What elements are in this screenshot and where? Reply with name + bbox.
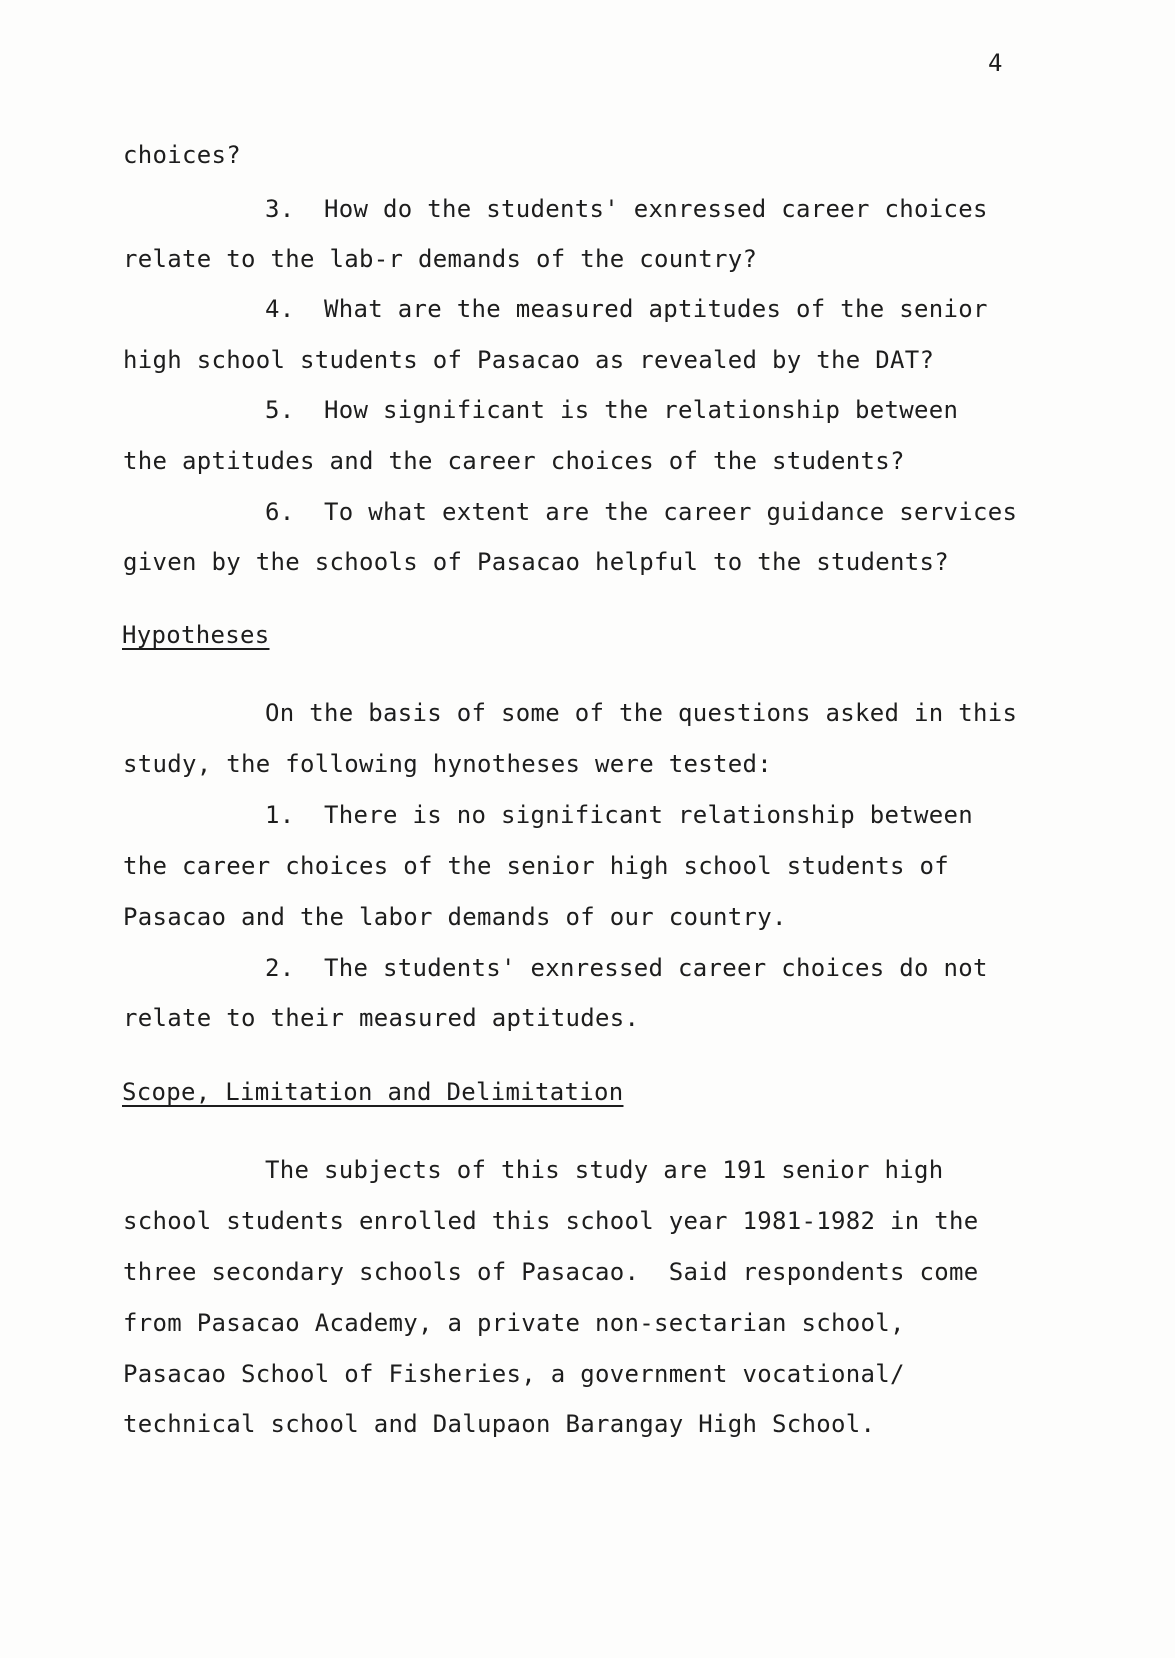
- question-4-line: 4. What are the measured aptitudes of the senior: [265, 295, 988, 323]
- body-line: the career choices of the senior high school students of: [123, 852, 949, 880]
- hypotheses-heading: Hypotheses: [122, 621, 270, 649]
- body-line: Pasacao and the labor demands of our country.: [123, 903, 787, 931]
- body-line: from Pasacao Academy, a private non-sectarian school,: [123, 1309, 905, 1337]
- body-line: Pasacao School of Fisheries, a government vocational/: [123, 1360, 905, 1388]
- body-line: the aptitudes and the career choices of the students?: [123, 447, 905, 475]
- body-line: technical school and Dalupaon Barangay High School.: [123, 1410, 876, 1438]
- scope-heading: Scope, Limitation and Delimitation: [122, 1078, 624, 1106]
- body-line: choices?: [123, 141, 241, 169]
- page-number: 4: [988, 49, 1003, 77]
- body-line: study, the following hynotheses were tested:: [123, 750, 772, 778]
- question-3-line: 3. How do the students' exnressed career choices: [265, 195, 988, 223]
- question-6-line: 6. To what extent are the career guidance services: [265, 498, 1018, 526]
- body-line: given by the schools of Pasacao helpful to the students?: [123, 548, 949, 576]
- body-line: school students enrolled this school year 1981-1982 in the: [123, 1207, 979, 1235]
- body-line: high school students of Pasacao as revealed by the DAT?: [123, 346, 935, 374]
- hypotheses-intro-line: On the basis of some of the questions asked in this: [265, 699, 1018, 727]
- hypothesis-2-line: 2. The students' exnressed career choices do not: [265, 954, 988, 982]
- scope-intro-line: The subjects of this study are 191 senior high: [265, 1156, 944, 1184]
- body-line: relate to their measured aptitudes.: [123, 1004, 640, 1032]
- body-line: relate to the lab‐r demands of the country?: [123, 245, 758, 273]
- body-line: three secondary schools of Pasacao. Said respondents come: [123, 1258, 979, 1286]
- question-5-line: 5. How significant is the relationship between: [265, 396, 959, 424]
- hypothesis-1-line: 1. There is no significant relationship between: [265, 801, 973, 829]
